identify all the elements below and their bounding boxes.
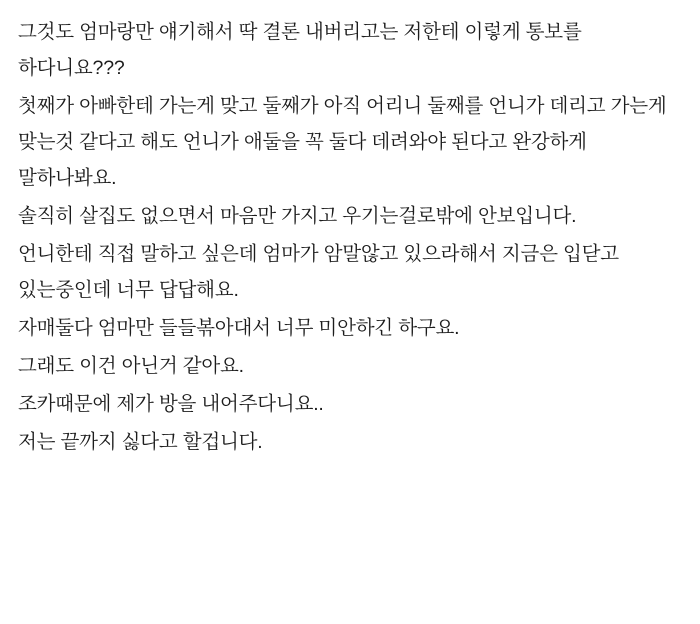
- paragraph-1: 그것도 엄마랑만 얘기해서 딱 결론 내버리고는 저한테 이렇게 통보를 하다니요???: [18, 21, 587, 79]
- paragraph-5: 자매둘다 엄마만 들들볶아대서 너무 미안하긴 하구요.: [18, 317, 460, 339]
- paragraph-8: 저는 끝까지 싫다고 할겁니다.: [18, 431, 263, 453]
- paragraph-4: 언니한테 직접 말하고 싶은데 엄마가 암말않고 있으라해서 지금은 입닫고 있는중인데 너무 답답해요.: [18, 243, 625, 301]
- paragraph-2: 첫째가 아빠한테 가는게 맞고 둘째가 아직 어리니 둘째를 언니가 데리고 가는게 맞는것 같다고 해도 언니가 애둘을 꼭 둘다 데려와야 된다고 완강하게 말하나봐요.: [18, 95, 672, 189]
- paragraph-3: 솔직히 살집도 없으면서 마음만 가지고 우기는걸로밖에 안보입니다.: [18, 205, 577, 227]
- paragraph-7: 조카때문에 제가 방을 내어주다니요..: [18, 393, 324, 415]
- paragraph-6: 그래도 이건 아닌거 같아요.: [18, 355, 244, 377]
